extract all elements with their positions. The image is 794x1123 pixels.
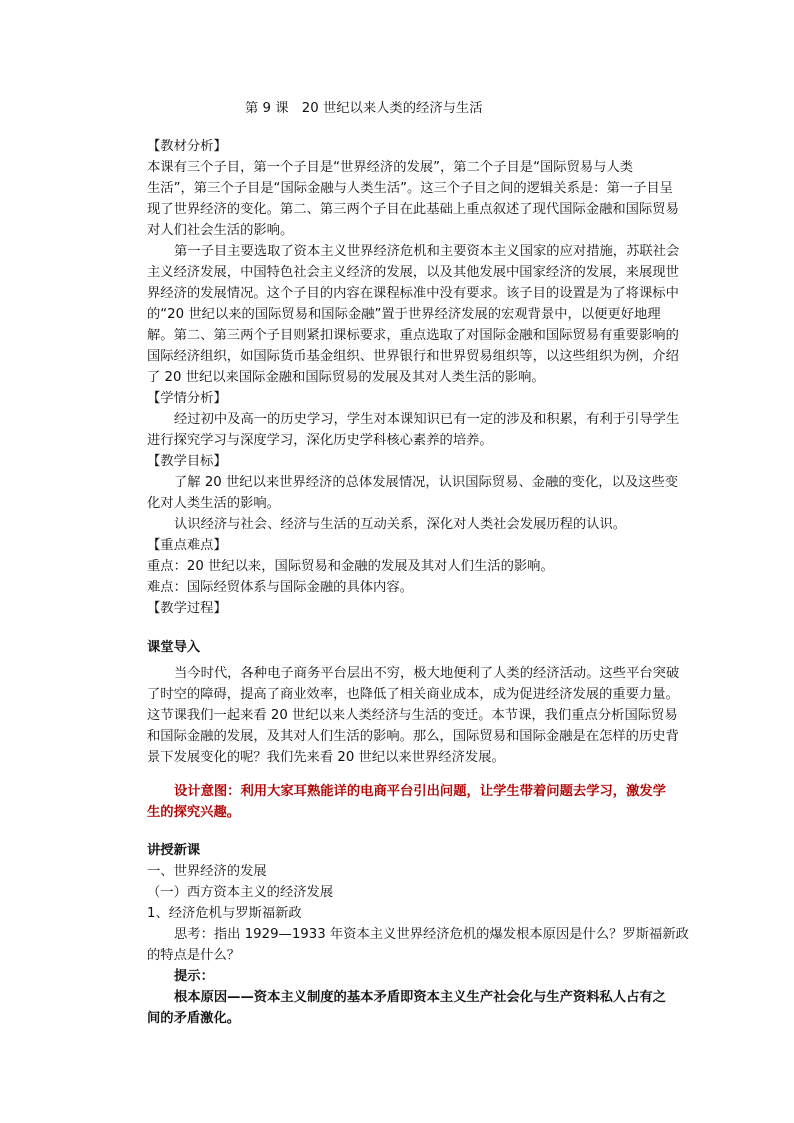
new-lesson-heading: 讲授新课: [147, 843, 201, 858]
paragraph-line: 这节课我们一起来看 20 世纪以来人类经济与生活的变迁。本节课，我们重点分析国际贸易: [147, 708, 678, 723]
question-line: 的特点是什么？: [147, 948, 241, 963]
answer-line: 间的矛盾激化。: [147, 1011, 241, 1026]
key-point: 重点：20 世纪以来，国际贸易和金融的发展及其对人们生活的影响。: [147, 559, 554, 574]
hint-label: 提示：: [174, 969, 214, 984]
paragraph-line: 了时空的障碍，提高了商业效率，也降低了相关商业成本，成为促进经济发展的重要力量。: [147, 687, 679, 702]
intro-heading: 课堂导入: [147, 640, 201, 655]
heading-level-3: 1、经济危机与罗斯福新政: [147, 906, 302, 921]
paragraph-line: 和国际金融的发展，及其对人们生活的影响。那么，国际贸易和国际金融是在怎样的历史背: [147, 729, 679, 744]
paragraph-line: 生活”，第三个子目是“国际金融与人类生活”。这三个子目之间的逻辑关系是：第一子目呈: [147, 181, 673, 196]
paragraph-line: 第一子目主要选取了资本主义世界经济危机和主要资本主义国家的应对措施，苏联社会: [174, 244, 680, 259]
paragraph-line: 解。第二、第三两个子目则紧扣课标要求，重点选取了对国际金融和国际贸易有重要影响的: [147, 328, 679, 343]
new-lesson-section: [147, 840, 695, 1029]
paragraph-line: 现了世界经济的变化。第二、第三两个子目在此基础上重点叙述了现代国际金融和国际贸易: [147, 202, 679, 217]
heading-level-2: （一）西方资本主义的经济发展: [147, 885, 334, 900]
answer-line: 根本原因——资本主义制度的基本矛盾即资本主义生产社会化与生产资料私人占有之: [174, 990, 666, 1005]
paragraph-line: 界经济的发展情况。这个子目的内容在课程标准中没有要求。该子目的设置是为了将课标中: [147, 286, 679, 301]
paragraph-line: 了 20 世纪以来国际金融和国际贸易的发展及其对人类生活的影响。: [147, 370, 545, 385]
paragraph-line: 对人们社会生活的影响。: [147, 223, 294, 238]
difficult-point: 难点：国际经贸体系与国际金融的具体内容。: [147, 580, 413, 595]
paragraph-line: 的“20 世纪以来的国际贸易和国际金融”置于世界经济发展的宏观背景中，以便更好地理: [147, 307, 661, 322]
paragraph-line: 主义经济发展，中国特色社会主义经济的发展，以及其他发展中国家经济的发展，来展现世: [147, 265, 679, 280]
textbook-analysis-section: [147, 136, 695, 619]
section-heading: 【教学过程】: [147, 601, 227, 616]
section-heading: 【学情分析】: [147, 391, 227, 406]
paragraph-line: 当今时代，各种电子商务平台层出不穷，极大地便利了人类的经济活动。这些平台突破: [174, 666, 680, 681]
question-line: 思考：指出 1929—1933 年资本主义世界经济危机的爆发根本原因是什么？罗斯福新政: [174, 927, 689, 942]
paragraph-line: 景下发展变化的呢？我们先来看 20 世纪以来世界经济发展。: [147, 750, 505, 765]
intro-paragraph: [147, 663, 695, 768]
paragraph-line: 了解 20 世纪以来世界经济的总体发展情况，认识国际贸易、金融的变化，以及这些变: [174, 475, 679, 490]
heading-level-1: 一、世界经济的发展: [147, 864, 267, 879]
design-intent-line: 生的探究兴趣。: [147, 805, 241, 820]
design-intent-line: 设计意图：利用大家耳熟能详的电商平台引出问题，让学生带着问题去学习，激发学: [174, 784, 666, 799]
section-heading: 【重点难点】: [147, 538, 227, 553]
section-heading: 【教材分析】: [147, 139, 227, 154]
paragraph-line: 经过初中及高一的历史学习，学生对本课知识已有一定的涉及和积累，有利于引导学生: [174, 412, 680, 427]
lesson-intro-section: [147, 637, 695, 658]
paragraph-line: 认识经济与社会、经济与生活的互动关系，深化对人类社会发展历程的认识。: [174, 517, 627, 532]
paragraph-line: 本课有三个子目，第一个子目是“世界经济的发展”，第二个子目是“国际贸易与人类: [147, 160, 634, 175]
design-intent: [147, 781, 695, 823]
paragraph-line: 化对人类生活的影响。: [147, 496, 280, 511]
section-heading: 【教学目标】: [147, 454, 227, 469]
page-title: 第 9 课 20 世纪以来人类的经济与生活: [245, 101, 483, 116]
paragraph-line: 国际经济组织，如国际货币基金组织、世界银行和世界贸易组织等，以这些组织为例，介绍: [147, 349, 679, 364]
paragraph-line: 进行探究学习与深度学习，深化历史学科核心素养的培养。: [147, 433, 493, 448]
